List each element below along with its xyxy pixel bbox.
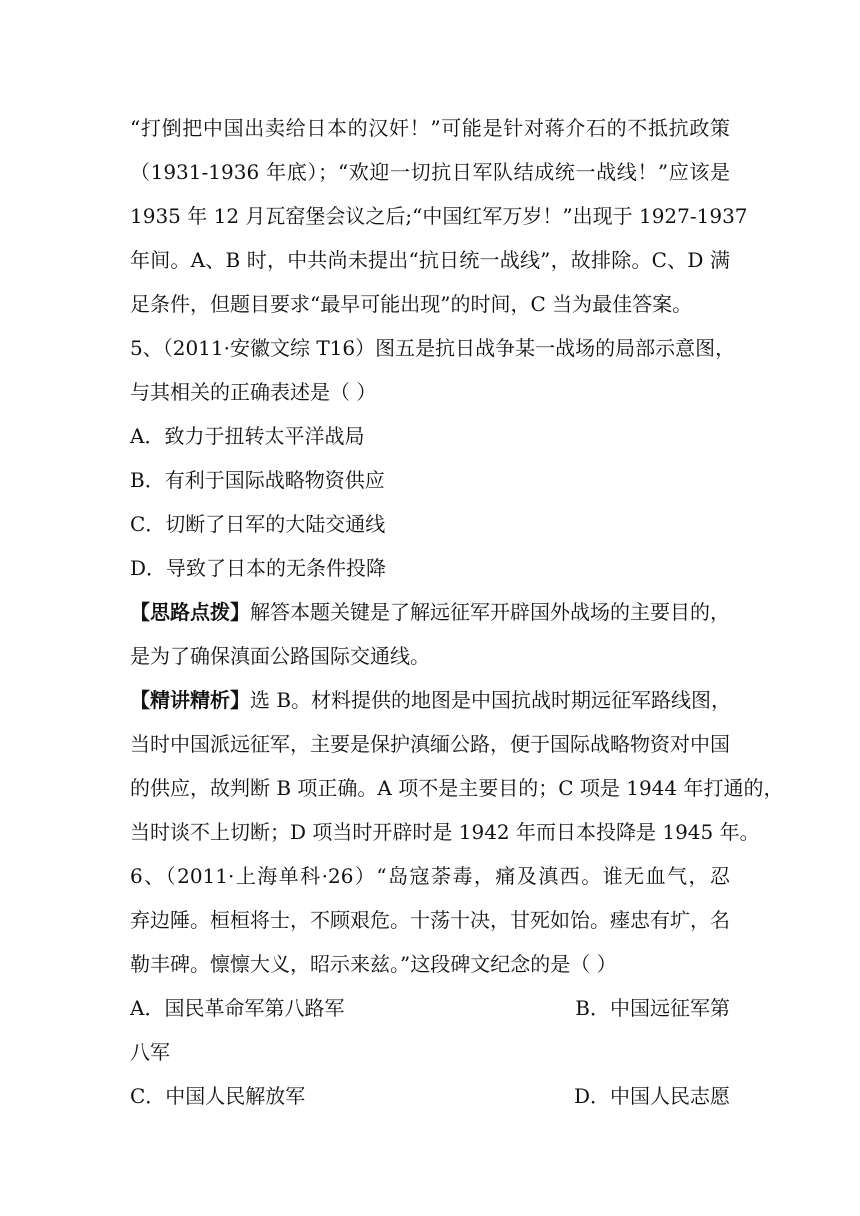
- question-5-stem: 与其相关的正确表述是（ ）: [130, 380, 377, 404]
- answer-analysis-line: “打倒把中国出卖给日本的汉奸！”可能是针对蒋介石的不抵抗政策: [130, 116, 730, 140]
- explanation-label: 【精讲精析】: [130, 688, 250, 712]
- question-6-options-row: [130, 1081, 730, 1111]
- explanation-paragraph-line: 当时谈不上切断；D 项当时开辟时是 1942 年而日本投降是 1945 年。: [130, 820, 760, 844]
- question-5-option-c: C．切断了日军的大陆交通线: [130, 512, 386, 536]
- hint-text: 解答本题关键是了解远征军开辟国外战场的主要目的，: [250, 600, 730, 624]
- question-5-option-a: A．致力于扭转太平洋战局: [130, 424, 365, 448]
- question-5-stem: 5、（2011·安徽文综 T16）图五是抗日战争某一战场的局部示意图，: [130, 336, 736, 360]
- question-6-option-a: A．国民革命军第八路军: [130, 996, 345, 1020]
- explanation-text: 选 B。材料提供的地图是中国抗战时期远征军路线图，: [250, 688, 732, 712]
- question-6-option-c: C．中国人民解放军: [130, 1084, 306, 1108]
- answer-analysis-line: 足条件，但题目要求“最早可能出现”的时间，C 当为最佳答案。: [130, 292, 693, 316]
- hint-paragraph-line: 是为了确保滇面公路国际交通线。: [130, 644, 430, 668]
- question-6-option-b-continued: 八军: [130, 1040, 170, 1064]
- answer-analysis-line: 1935 年 12 月瓦窑堡会议之后;“中国红军万岁！”出现于 1927-1937: [130, 204, 748, 228]
- hint-label: 【思路点拨】: [130, 600, 250, 624]
- answer-analysis-line: 年间。A、B 时，中共尚未提出“抗日统一战线”，故排除。C、D 满: [130, 248, 730, 272]
- question-6-stem: 勒丰碑。懔懔大义，昭示来兹。”这段碑文纪念的是（ ）: [130, 952, 617, 976]
- answer-analysis-line: （1931-1936 年底）；“欢迎一切抗日军队结成统一战线！”应该是: [130, 160, 730, 184]
- explanation-paragraph-line: [130, 685, 730, 715]
- question-6-option-b: B．中国远征军第: [575, 996, 730, 1020]
- question-5-option-b: B．有利于国际战略物资供应: [130, 468, 385, 492]
- question-6-options-row: [130, 993, 730, 1023]
- question-6-stem: 6、（2011·上海单科·26）“岛寇荼毒，痛及滇西。谁无血气，忍: [130, 864, 730, 888]
- explanation-paragraph-line: 当时中国派远征军，主要是保护滇缅公路，便于国际战略物资对中国: [130, 732, 730, 756]
- hint-paragraph-line: [130, 597, 730, 627]
- question-5-option-d: D．导致了日本的无条件投降: [130, 556, 387, 580]
- question-6-option-d: D．中国人民志愿: [573, 1084, 730, 1108]
- explanation-paragraph-line: 的供应，故判断 B 项正确。A 项不是主要目的；C 项是 1944 年打通的，: [130, 776, 784, 800]
- question-6-stem: 弃边陲。桓桓将士，不顾艰危。十荡十决，甘死如饴。瘗忠有圹，名: [130, 908, 730, 932]
